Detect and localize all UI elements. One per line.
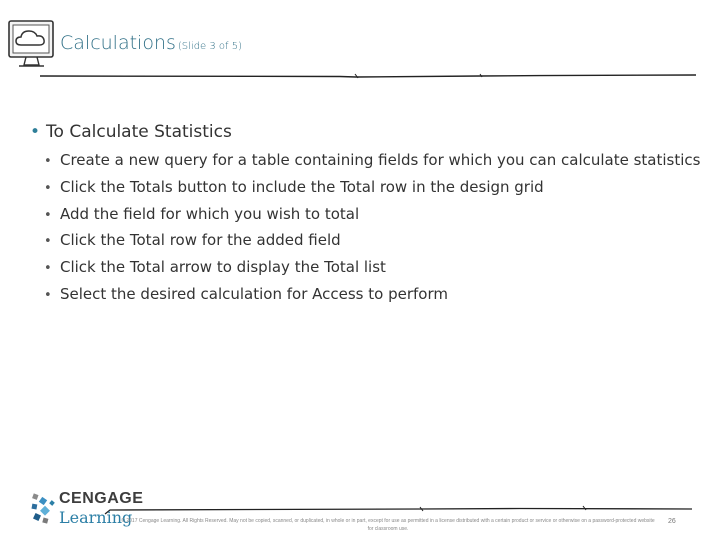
sub-bullet-item xyxy=(44,284,700,311)
sub-bullet-dot: • xyxy=(44,207,52,223)
title-text: Calculations xyxy=(60,32,176,54)
main-bullet xyxy=(30,122,232,142)
sub-bullet-dot: • xyxy=(44,154,52,169)
title-subtitle: (Slide 3 of 5) xyxy=(177,41,243,52)
sub-bullet-text: Select the desired calculation for Access to perform xyxy=(60,284,448,303)
page-title xyxy=(60,32,242,54)
main-bullet-text: To Calculate Statistics xyxy=(46,122,232,142)
sub-bullet-list xyxy=(44,150,700,311)
cloud-monitor-icon xyxy=(6,18,58,70)
copyright-notice: © 2017 Cengage Learning. All Rights Reserved. May not be copied, scanned, or duplicated, in whole or in part, except for use as permitted in a license distributed with a certain product or service or otherwise on a password-protected website for classroom use. xyxy=(121,518,655,532)
sub-bullet-text: Click the Totals button to include the Total row in the design grid xyxy=(60,177,544,196)
sub-bullet-text: Create a new query for a table containing fields for which you can calculate statistics xyxy=(60,151,701,169)
main-bullet-dot: • xyxy=(30,122,41,142)
sub-bullet-text: Add the field for which you wish to total xyxy=(60,204,360,223)
sub-bullet-dot: • xyxy=(44,234,52,250)
sub-bullet-text: Click the Total row for the added field xyxy=(60,231,341,250)
sub-bullet-item xyxy=(44,150,700,177)
sub-bullet-text: Click the Total arrow to display the Total list xyxy=(60,258,386,277)
logo-wordmark-secondary: Learning xyxy=(59,508,133,527)
sub-bullet-dot: • xyxy=(44,180,52,196)
header-divider xyxy=(40,68,696,82)
logo-wordmark: CENGAGE xyxy=(59,490,144,507)
sub-bullet-item xyxy=(44,230,700,257)
page-number: 26 xyxy=(668,518,676,525)
sub-bullet-dot: • xyxy=(44,287,52,303)
sub-bullet-dot: • xyxy=(44,261,52,277)
sub-bullet-item xyxy=(44,257,700,284)
sub-bullet-item xyxy=(44,177,700,204)
sub-bullet-item xyxy=(44,204,700,231)
